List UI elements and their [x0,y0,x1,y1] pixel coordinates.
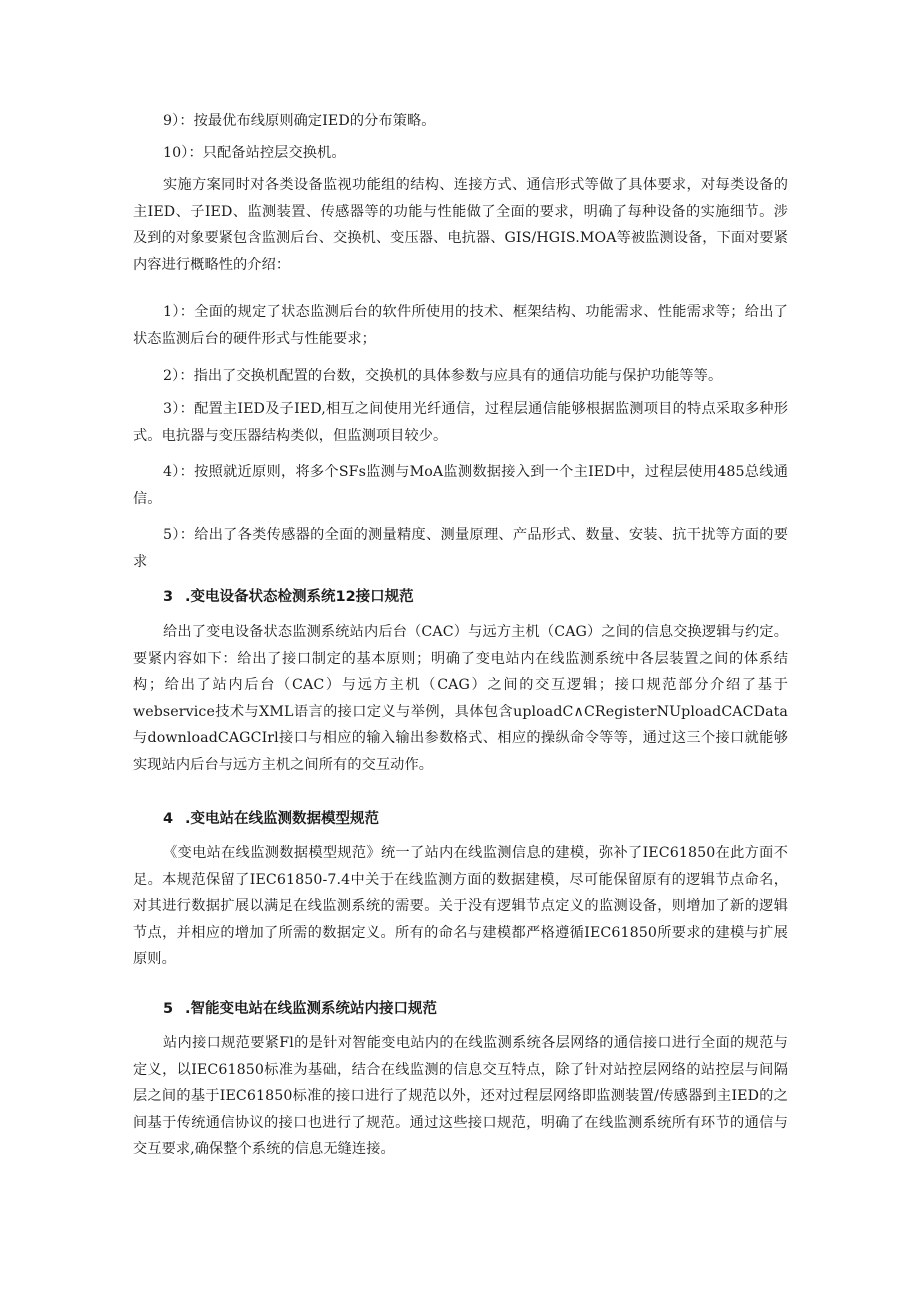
section-heading-5 [163,998,437,1020]
list-item-2: 2）：指出了交换机配置的台数，交换机的具体参数与应具有的通信功能与保护功能等等。 [163,368,723,384]
section-4-body: 《变电站在线监测数据模型规范》统一了站内在线监测信息的建模，弥补了IEC61850在此方面不足。本规范保留了IEC61850-7.4中关于在线监测方面的数据建模，尽可能保留原有的逻辑节点命名，对其进行数据扩展以满足在线监测系统的需要。关于没有逻辑节点定义的监测设备，则增加了新的逻辑节点，并相应的增加了所需的数据定义。所有的命名与建模都严格遵循IEC61850所要求的建模与扩展原则。 [133,845,788,967]
list-item-9: 9）：按最优布线原则确定IED的分布策略。 [163,113,436,129]
section-3-body: 给出了变电设备状态监测系统站内后台（CAC）与远方主机（CAG）之间的信息交换逻辑与约定。要紧内容如下：给出了接口制定的基本原则；明确了变电站内在线监测系统中各层装置之间的体系结构；给出了站内后台（CAC）与远方主机（CAG）之间的交互逻辑；接口规范部分介绍了基于webservice技术与XML语言的接口定义与举例，具体包含uploadC∧CRegisterNUploadCACData与downloadCAGCIrl接口与相应的输入输出参数格式、相应的操纵命令等等，通过这三个接口就能够实现站内后台与远方主机之间所有的交互动作。 [133,624,788,773]
section-heading-4 [163,808,379,830]
list-item-3: 3）：配置主IED及子IED,相互之间使用光纤通信，过程层通信能够根据监测项目的特点采取多种形式。电抗器与变压器结构类似，但监测项目较少。 [133,401,788,444]
section-title: .变电站在线监测数据模型规范 [185,811,380,827]
section-number: 5 [163,1001,174,1017]
list-item-4: 4）：按照就近原则，将多个SFs监测与MoA监测数据接入到一个主IED中，过程层使用485总线通信。 [133,464,788,507]
list-item-1: 1）：全面的规定了状态监测后台的软件所使用的技术、框架结构、功能需求、性能需求等；给出了状态监测后台的硬件形式与性能要求； [133,304,788,347]
section-heading-3 [163,586,414,608]
list-item-10: 10）：只配备站控层交换机。 [163,145,346,161]
implementation-paragraph: 实施方案同时对各类设备监视功能组的结构、连接方式、通信形式等做了具体要求，对每类设备的主IED、子IED、监测装置、传感器等的功能与性能做了全面的要求，明确了每种设备的实施细节。涉及到的对象要紧包含监测后台、交换机、变压器、电抗器、GIS/HGIS.MOA等被监测设备，下面对要紧内容进行概略性的介绍： [133,177,789,273]
list-item-5: 5）：给出了各类传感器的全面的测量精度、测量原理、产品形式、数量、安装、抗干扰等方面的要求 [133,527,788,570]
section-title: .智能变电站在线监测系统站内接口规范 [185,1001,438,1017]
section-5-body: 站内接口规范要紧Fl的是针对智能变电站内的在线监测系统各层网络的通信接口进行全面的规范与定义，以IEC61850标准为基础，结合在线监测的信息交互特点，除了针对站控层网络的站控层与间隔层之间的基于IEC61850标准的接口进行了规范以外，还对过程层网络即监测装置/传感器到主IED的之间基于传统通信协议的接口也进行了规范。通过这些接口规范，明确了在线监测系统所有环节的通信与交互要求,确保整个系统的信息无缝连接。 [133,1035,788,1157]
section-title: .变电设备状态检测系统12接口规范 [185,589,414,605]
section-number: 4 [163,811,174,827]
section-number: 3 [163,589,174,605]
